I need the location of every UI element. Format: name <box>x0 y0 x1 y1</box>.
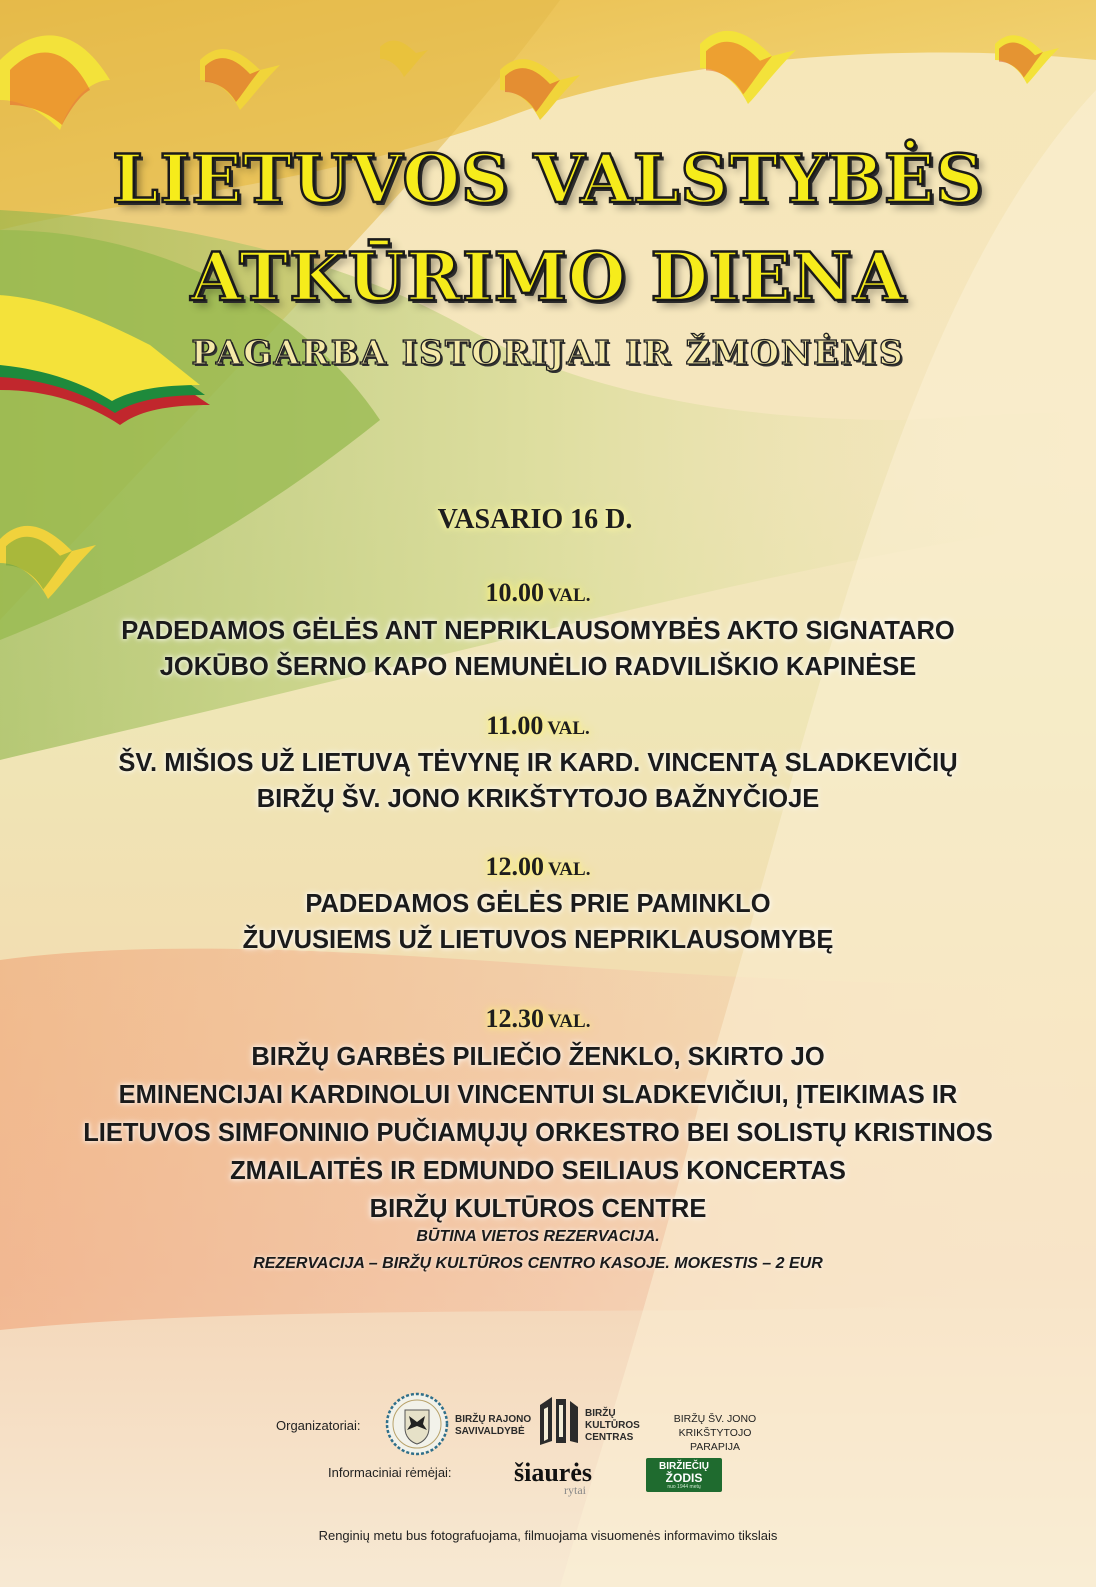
event-line: ŠV. MIŠIOS UŽ LIETUVĄ TĖVYNĘ IR KARD. VINCENTĄ SLADKEVIČIŲ <box>118 749 958 777</box>
time-value: 11.00 <box>486 711 544 740</box>
event-description <box>0 886 1076 958</box>
time-unit: VAL. <box>547 718 590 739</box>
organizer-name-line: CENTRAS <box>585 1432 634 1443</box>
media-name: šiaurės <box>514 1458 592 1487</box>
event-time <box>0 711 1076 741</box>
bird-icon <box>200 49 280 110</box>
organizer-name-line: BIRŽŲ RAJONO <box>455 1414 532 1425</box>
event-line: ZMAILAITĖS IR EDMUNDO SEILIAUS KONCERTAS <box>230 1157 846 1185</box>
event-date: VASARIO 16 D. <box>437 504 633 535</box>
time-unit: VAL. <box>548 585 591 606</box>
event-time <box>0 852 1076 882</box>
event-line: ŽUVUSIEMS UŽ LIETUVOS NEPRIKLAUSOMYBĘ <box>242 926 834 954</box>
event-time <box>0 578 1076 608</box>
media-subname: rytai <box>564 1483 586 1497</box>
bird-icon <box>500 59 580 120</box>
culture-center-icon <box>536 1395 582 1447</box>
footer-disclaimer: Renginių metu bus fotografuojama, filmuojama visuomenės informavimo tikslais <box>318 1528 778 1543</box>
organizer-name-line: SAVIVALDYBĖ <box>455 1426 525 1437</box>
subtitle: PAGARBA ISTORIJAI IR ŽMONĖMS <box>191 333 905 372</box>
media-birzieciu-zodis-logo <box>646 1458 722 1492</box>
media-name-line: BIRŽIEČIŲ <box>659 1461 709 1472</box>
reservation-details-note: REZERVACIJA – BIRŽŲ KULTŪROS CENTRO KASOJE. MOKESTIS – 2 EUR <box>253 1255 823 1272</box>
event-description <box>0 613 1076 685</box>
info-sponsors-label: Informaciniai rėmėjai: <box>328 1465 452 1480</box>
event-line: PADEDAMOS GĖLĖS PRIE PAMINKLO <box>305 890 771 918</box>
event-line: BIRŽŲ ŠV. JONO KRIKŠTYTOJO BAŽNYČIOJE <box>256 785 820 813</box>
time-value: 12.30 <box>485 1004 545 1033</box>
bird-icon <box>995 35 1059 84</box>
bird-icon <box>0 35 110 130</box>
time-value: 12.00 <box>485 852 545 881</box>
title-line-1: LIETUVOS VALSTYBĖS <box>112 140 984 218</box>
media-siaures-rytai-logo <box>514 1459 624 1499</box>
title-line-2: ATKŪRIMO DIENA <box>190 238 906 316</box>
event-line: EMINENCIJAI KARDINOLUI VINCENTUI SLADKEVIČIUI, ĮTEIKIMAS IR <box>118 1081 958 1109</box>
organizer-name-line: BIRŽŲ <box>585 1408 616 1419</box>
event-description <box>0 745 1076 817</box>
organizer-name-line: KULTŪROS <box>585 1420 640 1431</box>
event-line: BIRŽŲ GARBĖS PILIEČIO ŽENKLO, SKIRTO JO <box>251 1043 825 1071</box>
organizer-name-line: KRIKŠTYTOJO PARAPIJA <box>678 1427 752 1453</box>
time-unit: VAL. <box>548 859 591 880</box>
coat-of-arms-icon <box>385 1392 449 1456</box>
event-description <box>0 1038 1076 1228</box>
bird-icon <box>380 40 428 77</box>
event-time <box>0 1004 1076 1034</box>
organizers-label: Organizatoriai: <box>276 1418 361 1433</box>
event-line: LIETUVOS SIMFONINIO PUČIAMŲJŲ ORKESTRO BEI SOLISTŲ KRISTINOS <box>83 1119 993 1147</box>
organizer-name-line: BIRŽŲ ŠV. JONO <box>673 1413 757 1425</box>
event-line: JOKŪBO ŠERNO KAPO NEMUNĖLIO RADVILIŠKIO KAPINĖSE <box>159 653 917 681</box>
organizer-parish <box>655 1412 775 1454</box>
media-tagline: nuo 1944 metų <box>667 1484 701 1490</box>
event-line: BIRŽŲ KULTŪROS CENTRE <box>369 1195 707 1223</box>
bird-icon <box>700 31 796 104</box>
organizer-culture-center <box>585 1408 640 1444</box>
time-unit: VAL. <box>548 1011 591 1032</box>
media-name-line: ŽODIS <box>665 1471 703 1485</box>
organizer-municipality <box>455 1414 531 1438</box>
reservation-required-note: BŪTINA VIETOS REZERVACIJA. <box>416 1228 660 1245</box>
time-value: 10.00 <box>485 578 545 607</box>
event-line: PADEDAMOS GĖLĖS ANT NEPRIKLAUSOMYBĖS AKTO SIGNATARO <box>121 617 955 645</box>
